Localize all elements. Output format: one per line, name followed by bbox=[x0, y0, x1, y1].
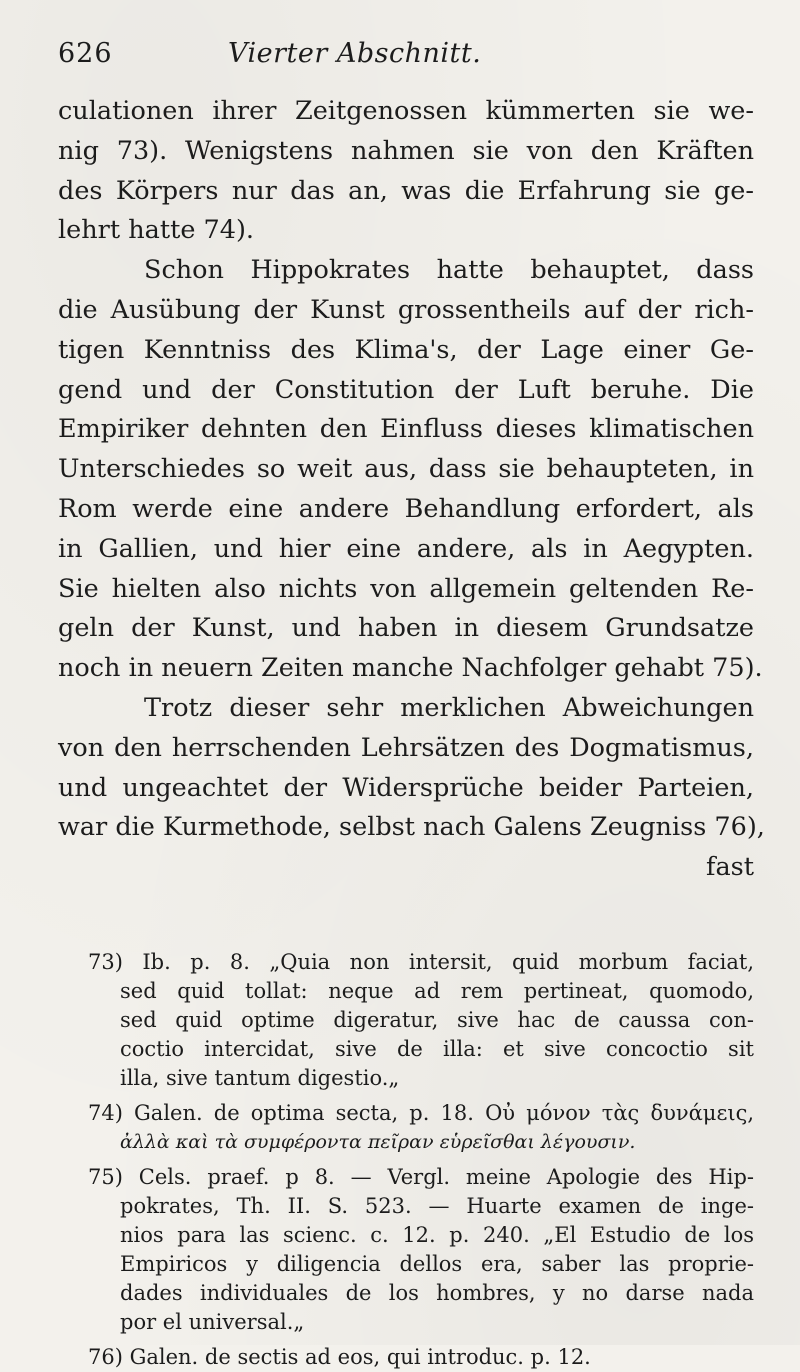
footnote-line: nios para las scienc. c. 12. p. 240. „El Estudio de los bbox=[120, 1222, 754, 1247]
footnote-line: pokrates, Th. II. S. 523. — Huarte examen de inge- bbox=[120, 1193, 754, 1218]
body-line: culationen ihrer Zeitgenossen kümmerten sie we- bbox=[58, 96, 754, 126]
body-line: geln der Kunst, und haben in diesem Grundsatze bbox=[58, 613, 754, 644]
page-number: 626 bbox=[58, 38, 113, 69]
body-line: Schon Hippokrates hatte behauptet, dass bbox=[144, 255, 754, 286]
footnote-line: 73) Ib. p. 8. „Quia non intersit, quid morbum faciat, bbox=[88, 949, 754, 974]
running-head: Vierter Abschnitt. bbox=[228, 38, 482, 69]
footnote-75 bbox=[58, 1163, 754, 1337]
body-line: von den herrschenden Lehrsätzen des Dogmatismus, bbox=[58, 732, 754, 763]
body-line: und ungeachtet der Widersprüche beider Parteien, bbox=[58, 772, 754, 803]
body-line: noch in neuern Zeiten manche Nachfolger gehabt 75). bbox=[58, 653, 763, 684]
footnote-line: Empiricos y diligencia dellos era, saber las proprie- bbox=[120, 1251, 754, 1276]
footnote-line: coctio intercidat, sive de illa: et sive concoctio sit bbox=[120, 1036, 754, 1061]
body-line: tigen Kenntniss des Klima's, der Lage einer Ge- bbox=[58, 334, 754, 365]
footnote-76 bbox=[58, 1343, 754, 1372]
body-line: Unterschiedes so weit aus, dass sie behaupteten, in bbox=[58, 454, 754, 485]
body-line: Rom werde eine andere Behandlung erfordert, als bbox=[58, 493, 754, 524]
body-line: Empiriker dehnten den Einfluss dieses klimatischen bbox=[58, 414, 754, 445]
footnote-line: dades individuales de los hombres, y no darse nada bbox=[120, 1280, 754, 1305]
body-line: war die Kurmethode, selbst nach Galens Zeugniss 76), bbox=[58, 812, 765, 843]
body-line: gend und der Constitution der Luft beruhe. Die bbox=[58, 374, 754, 405]
page-header bbox=[58, 38, 754, 90]
footnote-line: 76) Galen. de sectis ad eos, qui introduc. p. 12. bbox=[88, 1344, 591, 1369]
catchword: fast bbox=[706, 852, 754, 883]
footnote-line-greek: ἀλλὰ καὶ τὰ συμφέροντα πεῖραν εὑρεῖσθαι λέγουσιν. bbox=[120, 1130, 636, 1153]
footnote-line: sed quid optime digeratur, sive hac de caussa con- bbox=[120, 1007, 754, 1032]
footnote-line: sed quid tollat: neque ad rem pertineat, quomodo, bbox=[120, 978, 754, 1003]
body-line: Sie hielten also nichts von allgemein geltenden Re- bbox=[58, 573, 754, 604]
footnote-line: por el universal.„ bbox=[120, 1309, 305, 1334]
footnote-line: 75) Cels. praef. p 8. — Vergl. meine Apologie des Hip- bbox=[88, 1164, 754, 1189]
footnotes bbox=[58, 948, 754, 1372]
body-line: Trotz dieser sehr merklichen Abweichungen bbox=[144, 692, 754, 723]
footnote-74 bbox=[58, 1099, 754, 1157]
footnote-line: 74) Galen. de optima secta, p. 18. Οὐ μόνον τὰς δυνάμεις, bbox=[88, 1100, 754, 1125]
body-line: des Körpers nur das an, was die Erfahrung sie ge- bbox=[58, 175, 754, 206]
footnote-73 bbox=[58, 948, 754, 1093]
body-line: lehrt hatte 74). bbox=[58, 215, 255, 246]
footnote-line: illa, sive tantum digestio.„ bbox=[120, 1065, 400, 1090]
body-line: die Ausübung der Kunst grossentheils auf der rich- bbox=[58, 294, 754, 325]
body-text bbox=[58, 92, 765, 888]
body-line: nig 73). Wenigstens nahmen sie von den Kräften bbox=[58, 135, 754, 166]
body-line: in Gallien, und hier eine andere, als in Aegypten. bbox=[58, 533, 754, 564]
